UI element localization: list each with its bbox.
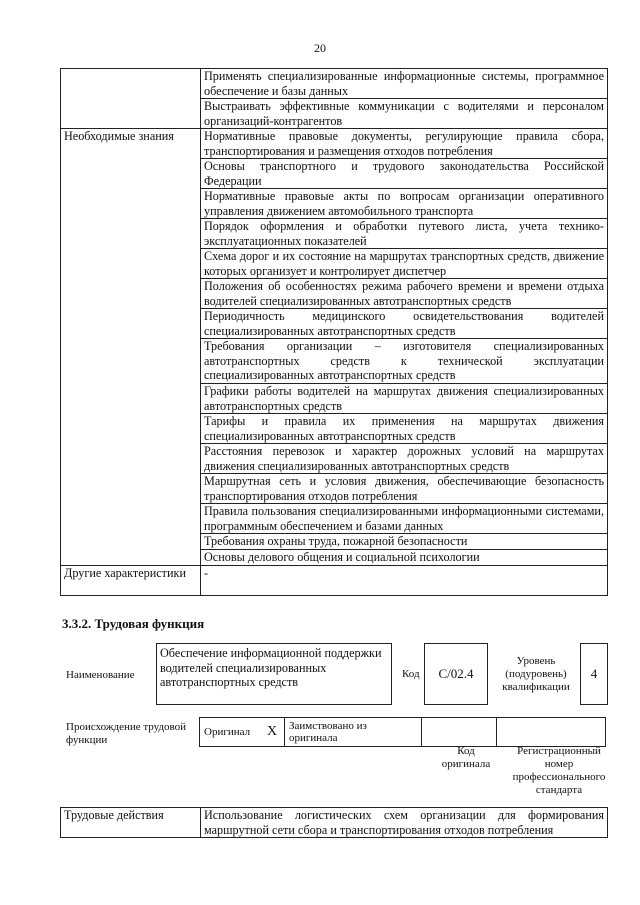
table-row: [61, 808, 608, 838]
knowledge-item: Требования охраны труда, пожарной безопасности: [201, 534, 608, 550]
empty-label-cell: [61, 414, 201, 444]
table-row: [61, 309, 608, 339]
actions-label: Трудовые действия: [61, 808, 201, 838]
knowledge-item: Нормативные правовые документы, регулирующие правила сбора, транспортирования и размещения отходов потребления: [201, 129, 608, 159]
knowledge-item: Положения об особенностях режима рабочего времени и времени отдыха водителей специализированных автотранспортных средств: [201, 279, 608, 309]
empty-label-cell: [61, 189, 201, 219]
level-label: Уровень (подуровень) квалификации: [502, 655, 570, 693]
registration-number-cell: [497, 718, 606, 747]
action-item: Использование логистических схем организации для формирования маршрутной сети сбора и транспортирования отходов потребления: [201, 808, 608, 838]
knowledge-item: Схема дорог и их состояние на маршрутах транспортных средств, движение которых организует и контролирует диспетчер: [201, 249, 608, 279]
empty-label-cell: [61, 474, 201, 504]
knowledge-item: Тарифы и правила их применения на маршрутах движения специализированных автотранспортных средств: [201, 414, 608, 444]
empty-label-cell: [61, 504, 201, 534]
table-row: [61, 504, 608, 534]
table-row: [61, 159, 608, 189]
table-row: [61, 249, 608, 279]
knowledge-item: Основы делового общения и социальной психологии: [201, 550, 608, 566]
borrowed-label: Заимствовано из оригинала: [285, 718, 422, 747]
registration-number-caption: Регистрационный номер профессионального стандарта: [512, 745, 606, 796]
table-row: [61, 566, 608, 596]
table-row: [61, 384, 608, 414]
actions-table: [60, 807, 608, 838]
knowledge-label: Необходимые знания: [61, 129, 201, 159]
name-label: Наименование: [66, 669, 135, 681]
table-row: [61, 444, 608, 474]
empty-label-cell: [61, 159, 201, 189]
table-row: [61, 474, 608, 504]
table-row: [61, 69, 608, 99]
empty-label-cell: [61, 444, 201, 474]
empty-label-cell: [61, 279, 201, 309]
original-mark: X: [260, 718, 285, 747]
table-row: [61, 534, 608, 550]
origin-label: Происхождение трудовой функции: [66, 721, 187, 746]
knowledge-item: Требования организации – изготовителя специализированных автотранспортных средств к технической эксплуатации специализированных автотранспортных средств: [201, 339, 608, 384]
origin-table: [199, 717, 606, 747]
empty-label-cell: [61, 249, 201, 279]
knowledge-item: Графики работы водителей на маршрутах движения специализированных автотранспортных средств: [201, 384, 608, 414]
table-row: [61, 414, 608, 444]
knowledge-item: Маршрутная сеть и условия движения, обеспечивающие безопасность транспортирования отходов потребления: [201, 474, 608, 504]
code-label: Код: [402, 668, 420, 680]
knowledge-item: Порядок оформления и обработки путевого листа, учета технико-эксплуатационных показателей: [201, 219, 608, 249]
table-row: [61, 219, 608, 249]
code-value: C/02.4: [424, 643, 488, 705]
function-name-value: Обеспечение информационной поддержки водителей специализированных автотранспортных средств: [156, 643, 392, 705]
knowledge-item: Основы транспортного и трудового законодательства Российской Федерации: [201, 159, 608, 189]
skill-item: Применять специализированные информационные системы, программное обеспечение и базы данных: [201, 69, 608, 99]
knowledge-item: Периодичность медицинского освидетельствования водителей специализированных автотранспортных средств: [201, 309, 608, 339]
table-row: [61, 129, 608, 159]
knowledge-item: Правила пользования специализированными информационными системами, программным обеспечением и базами данных: [201, 504, 608, 534]
table-row: [61, 339, 608, 384]
section-title: 3.3.2. Трудовая функция: [62, 616, 205, 631]
original-code-cell: [422, 718, 497, 747]
other-value: -: [201, 566, 608, 596]
table-row: [61, 279, 608, 309]
empty-label-cell: [61, 534, 201, 550]
page-number: 20: [314, 41, 326, 55]
knowledge-table: [60, 68, 608, 596]
empty-label-cell: [61, 99, 201, 129]
knowledge-item: Расстояния перевозок и характер дорожных условий на маршрутах движения специализированных автотранспортных средств: [201, 444, 608, 474]
empty-label-cell: [61, 550, 201, 566]
table-row: [200, 718, 606, 747]
table-row: [61, 189, 608, 219]
table-row: [61, 99, 608, 129]
table-row: [61, 550, 608, 566]
empty-label-cell: [61, 339, 201, 384]
empty-label-cell: [61, 309, 201, 339]
original-code-caption: Код оригинала: [441, 745, 491, 770]
knowledge-item: Нормативные правовые акты по вопросам организации оперативного управления движением автомобильного транспорта: [201, 189, 608, 219]
level-value: 4: [580, 643, 608, 705]
empty-label-cell: [61, 219, 201, 249]
empty-label-cell: [61, 69, 201, 99]
other-label: Другие характеристики: [61, 566, 201, 596]
empty-label-cell: [61, 384, 201, 414]
skill-item: Выстраивать эффективные коммуникации с водителями и персоналом организаций-контрагентов: [201, 99, 608, 129]
original-label: Оригинал: [200, 718, 261, 747]
